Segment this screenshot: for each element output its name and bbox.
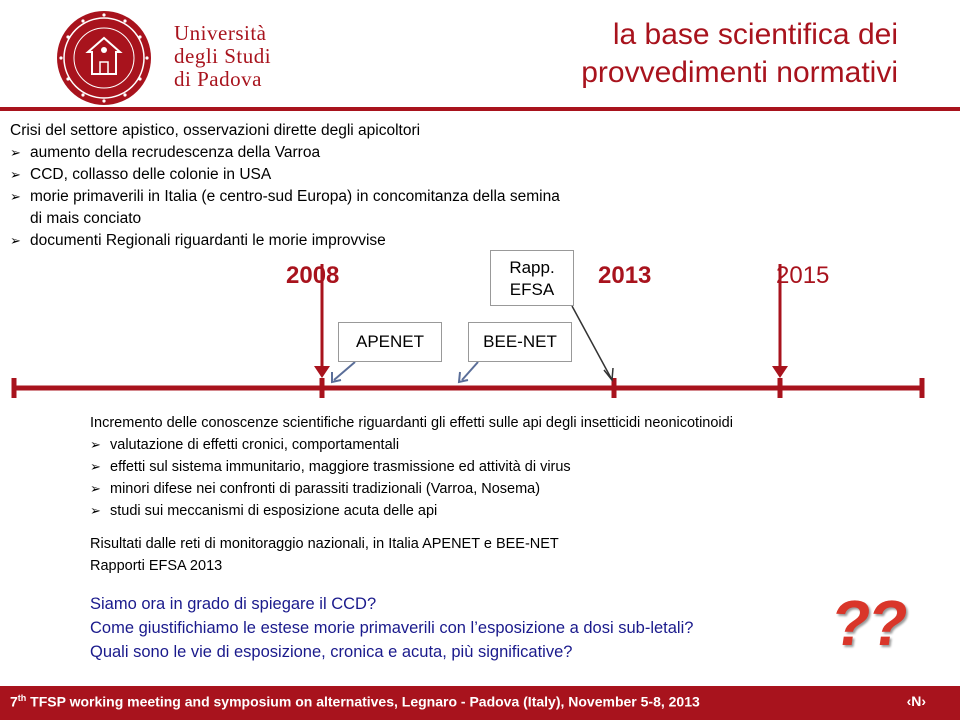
apenet-box: APENET bbox=[338, 322, 442, 362]
list-item bbox=[10, 142, 570, 164]
beenet-pointer bbox=[462, 362, 478, 380]
footer-ordinal: 7 bbox=[10, 693, 18, 710]
question-line: Come giustifichiamo le estese morie primaverili con l’esposizione a dosi sub-letali? bbox=[90, 619, 694, 637]
list-item-text: minori difese nei confronti di parassiti tradizionali (Varroa, Nosema) bbox=[110, 481, 541, 497]
list-item-text: morie primaverili in Italia (e centro-sud Europa) in concomitanza della semina di mais conciato bbox=[30, 188, 560, 227]
slide-footer bbox=[0, 686, 960, 720]
list-item bbox=[90, 434, 890, 456]
question-line: Siamo ora in grado di spiegare il CCD? bbox=[90, 595, 377, 613]
timeline-arrowhead bbox=[314, 366, 330, 378]
crisis-section bbox=[10, 120, 570, 252]
university-name-line: degli Studi bbox=[174, 44, 272, 68]
list-item-text: valutazione di effetti cronici, comportamentali bbox=[110, 437, 400, 453]
results-line: Rapporti EFSA 2013 bbox=[90, 558, 223, 574]
apenet-pointer bbox=[334, 362, 355, 380]
efsa-label: EFSA bbox=[509, 280, 555, 299]
crisis-list bbox=[10, 142, 570, 252]
rapp-efsa-box bbox=[490, 250, 574, 306]
arrow-bullet-icon: ➢ bbox=[10, 189, 21, 204]
year-2008: 2008 bbox=[286, 262, 340, 289]
year-2015: 2015 bbox=[776, 262, 830, 289]
list-item-text: CCD, collasso delle colonie in USA bbox=[30, 166, 272, 183]
footer-event-name: TFSP working meeting and symposium on alternatives, Legnaro - Padova (Italy), November 5-8, 2013 bbox=[26, 693, 700, 710]
results-section bbox=[90, 533, 790, 577]
timeline-arrowhead bbox=[772, 366, 788, 378]
slide-title bbox=[581, 16, 898, 92]
arrow-bullet-icon: ➢ bbox=[90, 437, 101, 452]
header-divider bbox=[0, 107, 960, 111]
university-name bbox=[174, 22, 271, 91]
university-seal-icon bbox=[54, 8, 154, 108]
arrow-bullet-icon: ➢ bbox=[10, 145, 21, 160]
arrow-bullet-icon: ➢ bbox=[90, 503, 101, 518]
slide-title-line2: provvedimenti normativi bbox=[581, 56, 898, 89]
slide-header bbox=[0, 0, 960, 108]
footer-text bbox=[10, 693, 700, 710]
footer-ordinal-suffix: th bbox=[17, 693, 27, 703]
university-name-line: Università bbox=[174, 21, 267, 45]
rapp-label: Rapp. bbox=[509, 258, 555, 277]
list-item bbox=[90, 478, 890, 500]
slide-title-line1: la base scientifica dei bbox=[612, 18, 898, 51]
results-line: Risultati dalle reti di monitoraggio nazionali, in Italia APENET e BEE-NET bbox=[90, 536, 559, 552]
findings-heading: Incremento delle conoscenze scientifiche riguardanti gli effetti sulle api degli insetticidi neonicotinoidi bbox=[90, 415, 733, 431]
question-marks-graphic: ?? bbox=[826, 587, 912, 659]
list-item bbox=[10, 186, 570, 230]
list-item-text: aumento della recrudescenza della Varroa bbox=[30, 144, 321, 161]
arrow-bullet-icon: ➢ bbox=[90, 481, 101, 496]
list-item-text: studi sui meccanismi di esposizione acuta delle api bbox=[110, 503, 438, 519]
university-name-line: di Padova bbox=[174, 67, 262, 91]
arrow-bullet-icon: ➢ bbox=[10, 233, 21, 248]
list-item bbox=[10, 164, 570, 186]
list-item bbox=[90, 456, 890, 478]
list-item-text: effetti sul sistema immunitario, maggiore trasmissione ed attività di virus bbox=[110, 459, 571, 475]
crisis-heading: Crisi del settore apistico, osservazioni dirette degli apicoltori bbox=[10, 122, 421, 139]
year-2013: 2013 bbox=[598, 262, 652, 289]
beenet-box: BEE-NET bbox=[468, 322, 572, 362]
arrow-bullet-icon: ➢ bbox=[90, 459, 101, 474]
findings-section bbox=[90, 412, 890, 522]
questions-section bbox=[90, 592, 850, 664]
page-number: ‹N› bbox=[906, 693, 926, 709]
list-item bbox=[90, 500, 890, 522]
findings-list bbox=[90, 434, 890, 522]
question-line: Quali sono le vie di esposizione, cronica e acuta, più significative? bbox=[90, 643, 573, 661]
list-item-text: documenti Regionali riguardanti le morie improvvise bbox=[30, 232, 386, 249]
rapp-pointer bbox=[572, 306, 611, 378]
arrow-bullet-icon: ➢ bbox=[10, 167, 21, 182]
